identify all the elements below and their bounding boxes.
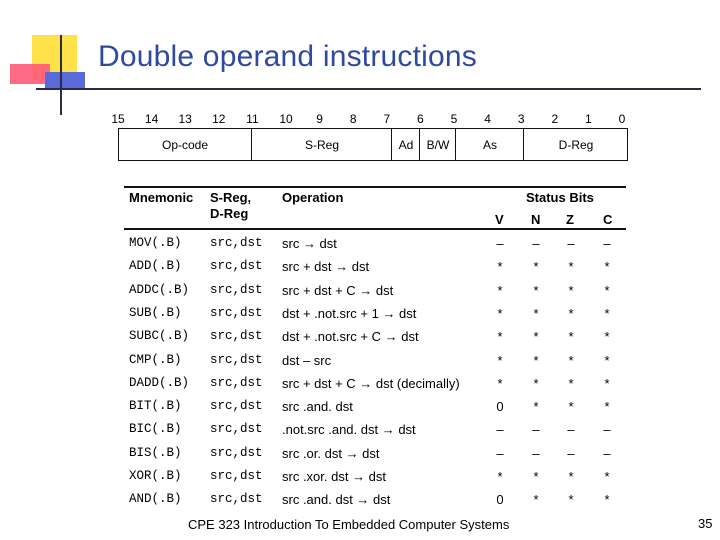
v-flag-cell: * [497,352,503,368]
bit-number: 2 [551,112,559,126]
v-flag-cell: – [496,422,504,438]
v-flag-cell: * [497,259,503,275]
n-flag-cell: * [533,492,539,508]
field-bw: B/W [419,129,456,160]
page-number: 35 [698,516,713,531]
field-as: As [455,129,524,160]
title-underline [36,88,701,90]
mnemonic-cell: BIS(.B) [129,445,182,460]
z-flag-cell: – [567,422,575,438]
z-flag-cell: * [568,375,574,391]
operation-cell: src .or. dst → dst [282,445,380,461]
table-row [124,489,626,512]
operation-cell: src .and. dst [282,399,353,415]
mnemonic-cell: CMP(.B) [129,352,182,367]
c-flag-cell: * [604,329,610,345]
mnemonic-cell: SUB(.B) [129,305,182,320]
v-flag-cell: 0 [496,492,504,508]
field-sreg: S-Reg [251,129,392,160]
n-flag-cell: * [533,259,539,275]
bit-number: 3 [517,112,525,126]
bit-number: 11 [246,112,259,126]
n-flag-cell: * [533,352,539,368]
table-row [124,326,626,349]
c-flag-cell: * [604,352,610,368]
v-flag-cell: * [497,329,503,345]
header-operation: Operation [282,190,344,205]
v-flag-cell: * [497,375,503,391]
field-opcode: Op-code [161,137,209,152]
c-flag-cell: * [604,305,610,321]
header-c: C [603,212,613,227]
v-flag-cell: * [497,282,503,298]
operation-cell: dst + .not.src + 1 → dst [282,305,417,321]
field-dreg: D-Reg [523,129,628,160]
table-row [124,350,626,373]
mnemonic-cell: DADD(.B) [129,375,190,390]
bit-number: 14 [144,112,159,126]
table-row [124,443,626,466]
z-flag-cell: * [568,259,574,275]
z-flag-cell: – [567,236,575,251]
bit-number: 9 [316,112,323,126]
operation-cell: src .xor. dst → dst [282,469,387,484]
bit-number: 10 [279,112,293,126]
slide-title: Double operand instructions [98,40,477,73]
operation-cell: dst – src [282,352,332,368]
bit-number: 4 [484,112,491,126]
n-flag-cell: – [532,445,540,461]
z-flag-cell: * [568,492,574,508]
operands-cell: src,dst [210,445,263,460]
operands-cell: src,dst [210,422,263,437]
bit-number: 5 [450,112,458,126]
n-flag-cell: * [533,305,539,321]
table-row [124,280,626,303]
bit-number: 6 [417,112,424,126]
c-flag-cell: * [604,259,610,275]
v-flag-cell: 0 [496,399,504,415]
c-flag-cell: – [603,445,611,461]
mnemonic-cell: XOR(.B) [129,469,182,483]
n-flag-cell: * [533,375,539,391]
bit-number: 0 [618,112,626,126]
operands-cell: src,dst [210,259,263,274]
mnemonic-cell: BIT(.B) [129,399,182,414]
operation-cell: src .and. dst → dst [282,492,391,508]
operation-cell: src + dst → dst [282,259,370,275]
bit-number: 1 [585,112,592,126]
header-dreg: D-Reg [210,206,249,221]
field-ad: Ad [391,129,420,160]
z-flag-cell: * [568,282,574,298]
n-flag-cell: * [533,329,539,345]
n-flag-cell: – [532,236,540,251]
mnemonic-cell: AND(.B) [129,492,182,507]
c-flag-cell: * [604,492,610,508]
c-flag-cell: * [604,399,610,415]
operands-cell: src,dst [210,282,263,297]
v-flag-cell: – [496,236,504,251]
mnemonic-cell: BIC(.B) [129,422,182,437]
z-flag-cell: * [568,352,574,368]
operands-cell: src,dst [210,375,263,390]
n-flag-cell: * [533,469,539,484]
bit-number: 8 [349,112,357,126]
operands-cell: src,dst [210,329,263,344]
mnemonic-cell: ADDC(.B) [129,282,190,297]
table-row [124,466,626,489]
n-flag-cell: – [532,422,540,438]
c-flag-cell: – [603,422,611,438]
z-flag-cell: * [568,399,574,415]
table-row [124,373,626,396]
table-row [124,233,626,256]
header-z: Z [566,212,574,227]
c-flag-cell: * [604,375,610,391]
table-row [124,303,626,326]
operands-cell: src,dst [210,469,263,483]
z-flag-cell: * [568,469,574,484]
instruction-format [118,128,628,161]
c-flag-cell: * [604,469,610,484]
z-flag-cell: * [568,305,574,321]
operands-cell: src,dst [210,236,263,250]
bit-number: 15 [111,112,125,126]
v-flag-cell: – [496,445,504,461]
operation-cell: src + dst + C → dst [282,282,394,298]
c-flag-cell: * [604,282,610,298]
table-row [124,419,626,442]
table-header-rule [124,228,626,230]
mnemonic-cell: ADD(.B) [129,259,182,274]
z-flag-cell: * [568,329,574,345]
header-sreg: S-Reg, [210,190,252,205]
z-flag-cell: – [567,445,575,461]
table-row [124,256,626,279]
table-top-rule [124,186,626,188]
mnemonic-cell: MOV(.B) [129,236,182,250]
header-n: N [531,212,541,227]
table-row [124,396,626,419]
operands-cell: src,dst [210,305,263,320]
operands-cell: src,dst [210,492,263,507]
operation-cell: src → dst [282,236,337,251]
n-flag-cell: * [533,282,539,298]
header-v: V [495,212,504,227]
header-status-bits: Status Bits [526,190,594,205]
deco-vertical-line [60,35,62,115]
operands-cell: src,dst [210,352,263,367]
header-mnemonic: Mnemonic [129,190,194,205]
bit-number: 7 [383,112,391,126]
deco-red-bar [10,64,50,84]
bit-number: 13 [178,112,192,126]
operation-cell: dst + .not.src + C → dst [282,329,419,345]
c-flag-cell: – [603,236,611,251]
mnemonic-cell: SUBC(.B) [129,329,190,344]
n-flag-cell: * [533,399,539,415]
slide-footer: CPE 323 Introduction To Embedded Computer Systems [188,517,510,532]
bit-number: 12 [212,112,226,126]
v-flag-cell: * [497,469,503,484]
operands-cell: src,dst [210,399,263,414]
operation-cell: src + dst + C → dst (decimally) [282,375,460,391]
v-flag-cell: * [497,305,503,321]
operation-cell: .not.src .and. dst → dst [282,422,416,438]
